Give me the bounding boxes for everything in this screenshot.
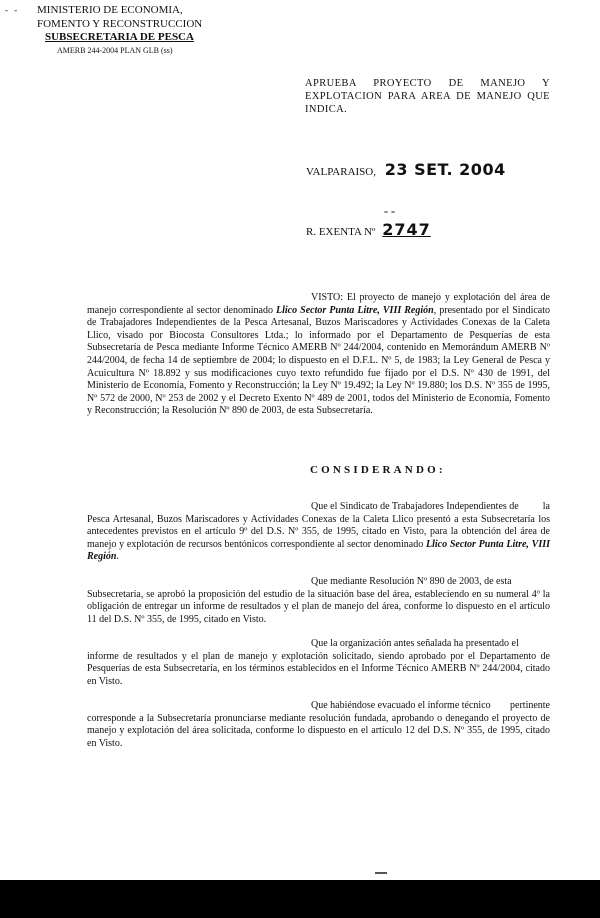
scan-speck (375, 872, 387, 874)
reference-code: AMERB 244-2004 PLAN GLB (ss) (57, 45, 173, 55)
visto-lead: VISTO: (311, 292, 344, 303)
handwritten-mark: - - (384, 204, 395, 218)
sector-name: Llico Sector Punta Litre, VIII Región (276, 304, 434, 316)
ministry-line-1: MINISTERIO DE ECONOMIA, (37, 4, 183, 16)
exenta-label: R. EXENTA Nº (306, 226, 376, 238)
considerando-paragraph-2: Que mediante Resolución Nº 890 de 2003, de esta Subsecretaría, se aprobó la proposición del estudio de la situación base del área, estableciendo en su numeral 4º la obligación de entregar un informe de resultados y el plan de manejo del área, conforme lo dispuesto en el artículo 11 del D.S. Nº 355, de 1995, citado en Visto. (87, 576, 550, 625)
letterhead (5, 4, 297, 56)
date-place: VALPARAISO, (306, 166, 376, 178)
considerando-paragraph-1: Que el Sindicato de Trabajadores Independientes de la Pesca Artesanal, Buzos Mariscadores y Actividades Conexas de la Caleta Llico presentó a esta Subsecretaría los antecedentes previstos en el artículo 9º del D.S. Nº 355, de 1995, citado en Visto, para la obtención del área de manejo y explotación de recursos bentónicos correspondiente al sector denominado Llico Sector Punta Litre, VIII Región. (87, 501, 550, 563)
considerando-paragraph-3: Que la organización antes señalada ha presentado el informe de resultados y el plan de manejo y explotación solicitado, siendo aprobado por el Departamento de Pesquerías de esta Subsecretaría, en los términos establecidos en el Informe Técnico AMERB Nº 244/2004, citado en Visto. (87, 638, 550, 687)
subsecretaria-line: SUBSECRETARIA DE PESCA (45, 31, 194, 43)
considerando-heading: CONSIDERANDO: (310, 464, 446, 476)
scan-bottom-border (0, 880, 600, 918)
date-line (306, 160, 506, 179)
considerando-paragraph-4: Que habiéndose evacuado el informe técnico pertinente corresponde a la Subsecretaría pronunciarse mediante resolución fundada, aprobando o denegando el proyecto de manejo y explotación del área solicitada, conforme lo dispuesto en el artículo 12 del D.S. Nº 355, de 1995, citado en Visto. (87, 700, 550, 749)
exenta-number: 2747 (382, 220, 431, 239)
document-title: APRUEBA PROYECTO DE MANEJO Y EXPLOTACION PARA AREA DE MANEJO QUE INDICA. (305, 78, 550, 115)
ministry-line-2: FOMENTO Y RECONSTRUCCION (37, 17, 203, 30)
exenta-line (306, 220, 431, 239)
date-stamp: 23 SET. 2004 (384, 160, 506, 179)
sector-name: Llico Sector Punta Litre, VIII Región (87, 538, 550, 563)
visto-paragraph: VISTO: El proyecto de manejo y explotación del área de manejo correspondiente al sector denominado Llico Sector Punta Litre, VIII Región, presentado por el Sindicato de Trabajadores Independientes de la Pesca Artesanal, Buzos Mariscadores y Actividades Conexas de la Caleta Llico, visado por Biocosta Consultores Ltda.; lo informado por el Departamento de Pesquerías de esta Subsecretaría de Pesca mediante Informe Técnico AMERB Nº 244/2004, contenido en Memorándum AMERB Nº 244/2004, de fecha 14 de septiembre de 2004; lo dispuesto en el D.F.L. Nº 5, de 1983; la Ley General de Pesca y Acuicultura Nº 18.892 y sus modificaciones cuyo texto refundido fue fijado por el D.S. Nº 430 de 1991, del Ministerio de Economía, Fomento y Reconstrucción; la Ley Nº 19.492; la Ley Nº 19.880; los D.S. Nº 355 de 1995, Nº 572 de 2000, Nº 253 de 2002 y el Decreto Exento Nº 489 de 2001, todos del Ministerio de Economía, Fomento y Reconstrucción; la Resolución Nº 890 de 2003, de esta Subsecretaría. (87, 292, 551, 417)
punch-marks: - - (5, 5, 20, 15)
